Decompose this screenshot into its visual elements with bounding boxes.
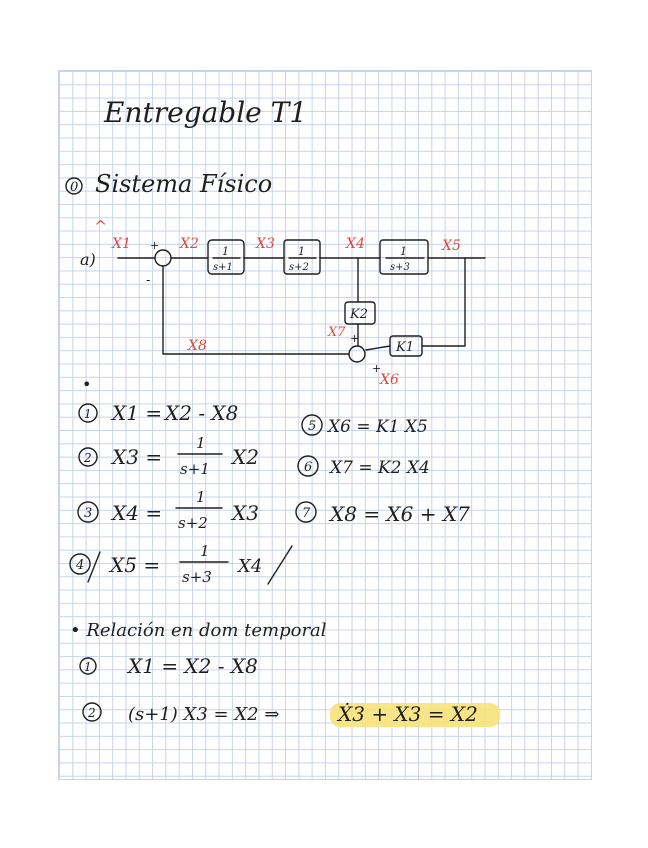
eq5-text: X6 = K1 X5 (328, 417, 428, 437)
block-2-num: 1 (298, 245, 305, 258)
teq1-num: 1 (84, 660, 92, 674)
eq2-frac-num: 1 (196, 434, 206, 452)
block-2-den: s+2 (289, 262, 309, 273)
eq4-frac-den: s+3 (182, 568, 212, 586)
sign-plus-3: + (372, 362, 382, 375)
signal-x4: X4 (346, 236, 365, 252)
eq3-rhs: X3 (232, 501, 259, 525)
eq3-num: 3 (84, 506, 93, 521)
teq1-text: X1 = X2 - X8 (128, 654, 258, 678)
teq2-text: (s+1) X3 = X2 ⇒ (128, 704, 280, 725)
eq1-num: 1 (84, 407, 92, 421)
equations-left (70, 401, 292, 586)
signal-x2: X2 (180, 236, 199, 252)
eq2-num: 2 (84, 451, 92, 465)
section-number: 0 (70, 180, 79, 195)
eq4-num: 4 (76, 558, 85, 573)
eq6-text: X7 = K2 X4 (330, 458, 430, 478)
eq1-lhs: X1 = (112, 401, 163, 425)
teq2-highlight: Ẋ3 + X3 = X2 (338, 702, 478, 726)
summing-junction-1 (155, 250, 171, 266)
eq7-text: X8 = X6 + X7 (330, 502, 470, 526)
block-3-num: 1 (400, 245, 407, 258)
block-diagram (80, 217, 485, 388)
eq3-lhs: X4 = (112, 501, 163, 525)
eq1-rhs: X2 - X8 (165, 401, 239, 425)
eq3-frac-den: s+2 (178, 514, 208, 532)
signal-x7: X7 (328, 325, 346, 340)
time-heading: • Relación en dom temporal (70, 620, 327, 641)
eq2-rhs: X2 (232, 445, 259, 469)
equations-right (296, 415, 470, 526)
sign-plus-1: + (150, 239, 160, 252)
block-3-den: s+3 (390, 262, 410, 273)
eq4-frac-num: 1 (200, 542, 210, 560)
sign-plus-2: + (350, 332, 360, 345)
teq2-num: 2 (88, 706, 96, 720)
signal-x6: X6 (380, 372, 399, 388)
signal-x3: X3 (256, 236, 275, 252)
block-1-num: 1 (222, 245, 229, 258)
block-k2-label: K2 (350, 307, 368, 322)
page-title: Entregable T1 (104, 96, 308, 129)
eq7-num: 7 (302, 506, 311, 521)
eq2-lhs: X3 = (112, 445, 163, 469)
signal-x8: X8 (188, 338, 207, 354)
eq5-num: 5 (308, 419, 317, 434)
signal-x5: X5 (442, 238, 461, 254)
block-1-den: s+1 (213, 262, 233, 273)
eq6-num: 6 (304, 460, 313, 475)
eq2-frac-den: s+1 (180, 460, 210, 478)
bullet-dot: • (82, 375, 92, 394)
section-heading: Sistema Físico (95, 170, 273, 198)
signal-x1: X1 (112, 236, 131, 252)
eq4-lhs: X5 = (110, 553, 161, 577)
eq4-rhs: X4 (238, 556, 263, 577)
sign-minus: - (146, 273, 151, 288)
eq3-frac-num: 1 (196, 488, 206, 506)
summing-junction-2 (349, 346, 365, 362)
block-k1-label: K1 (396, 340, 414, 355)
part-label: a) (80, 250, 96, 269)
hat-mark: ^ (94, 217, 108, 236)
